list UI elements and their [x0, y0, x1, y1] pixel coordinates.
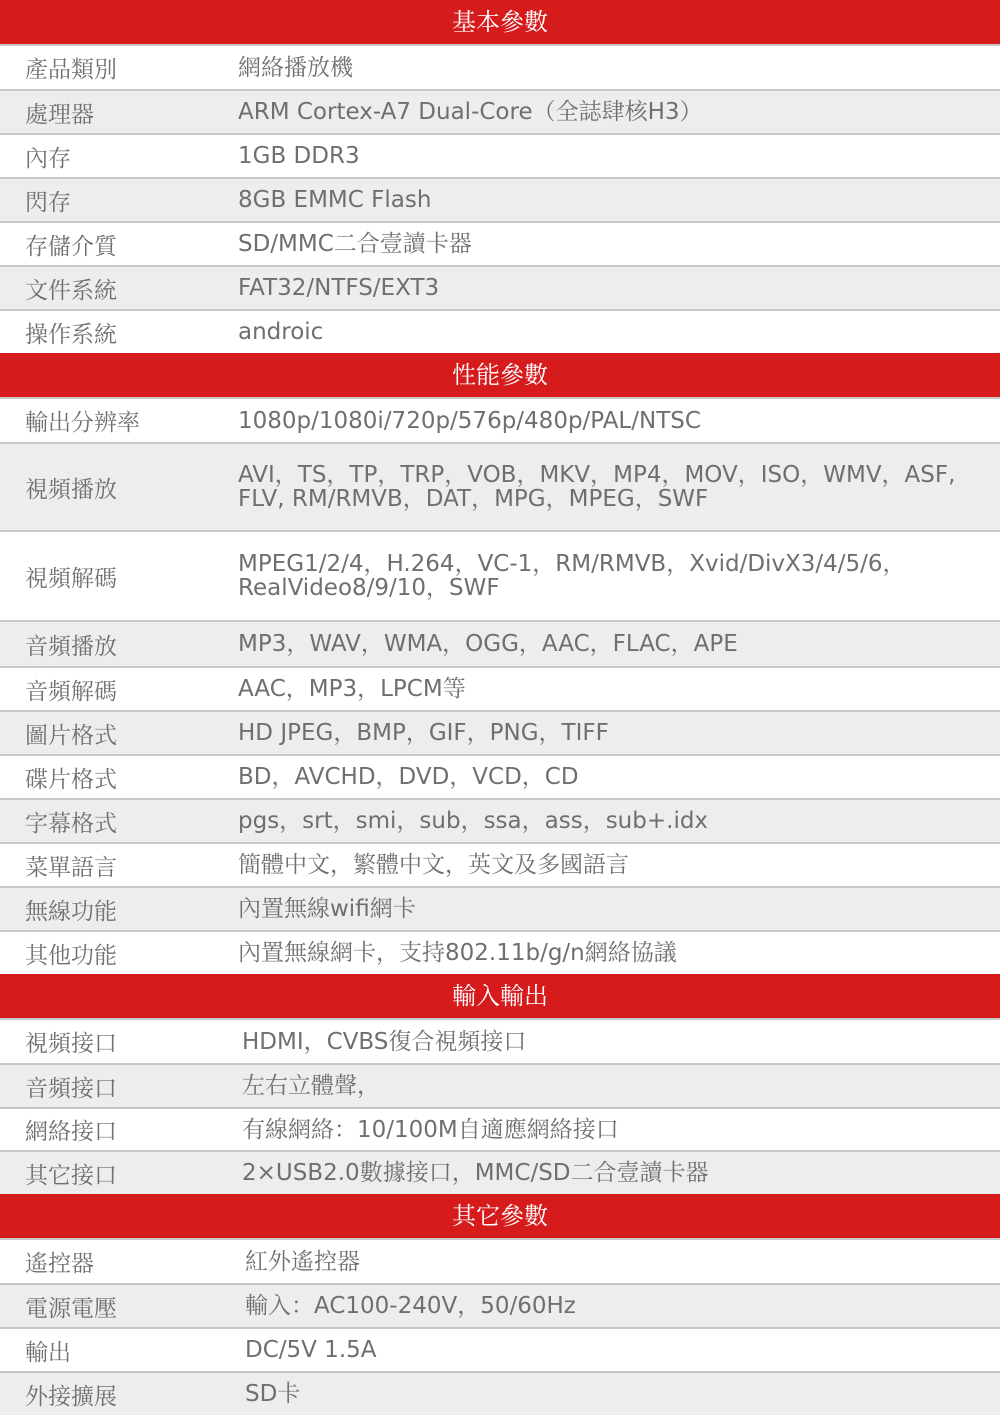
row-label: 其它接口: [25, 1162, 117, 1189]
row-value: AAC，MP3，LPCM等: [238, 676, 466, 702]
row-label: 視頻播放: [25, 476, 117, 503]
section-header-other: 其它參數: [0, 1194, 1000, 1238]
table-row: [0, 397, 1000, 442]
table-row: [0, 442, 1000, 530]
section-header-performance: 性能參數: [0, 353, 1000, 397]
row-label: 內存: [25, 145, 71, 172]
row-value: 網絡播放機: [238, 54, 353, 81]
row-label: 存儲介質: [25, 233, 117, 260]
row-value: DC/5V 1.5A: [245, 1337, 377, 1363]
row-label: 無線功能: [25, 898, 117, 925]
row-label: 視頻接口: [25, 1031, 117, 1057]
row-label: 圖片格式: [25, 722, 117, 749]
row-label: 閃存: [25, 189, 71, 216]
row-label: 菜單語言: [25, 854, 117, 881]
row-value: 內置無線網卡，支持802.11b/g/n網絡協議: [238, 940, 677, 966]
row-label: 音頻播放: [25, 633, 117, 660]
table-row: [0, 265, 1000, 309]
table-row: [0, 1327, 1000, 1371]
table-row: [0, 1283, 1000, 1327]
table-row: [0, 1238, 1000, 1283]
table-row: [0, 221, 1000, 265]
row-label: 外接擴展: [25, 1383, 117, 1410]
table-row: [0, 1018, 1000, 1063]
row-label: 音頻接口: [25, 1075, 117, 1102]
row-value: 紅外遙控器: [245, 1248, 360, 1275]
row-value: 左右立體聲，: [242, 1073, 380, 1099]
row-value: MP3，WAV，WMA，OGG，AAC，FLAC，APE: [238, 631, 738, 657]
table-row: [0, 1371, 1000, 1415]
row-label: 視頻解碼: [25, 565, 117, 592]
row-value: HDMI，CVBS復合視頻接口: [242, 1028, 527, 1055]
row-label: 字幕格式: [25, 810, 117, 837]
table-row: [0, 1107, 1000, 1150]
row-label: 操作系統: [25, 321, 117, 348]
table-row: [0, 666, 1000, 710]
row-label: 處理器: [25, 101, 94, 128]
row-value: FAT32/NTFS/EXT3: [238, 275, 440, 301]
table-row: [0, 89, 1000, 133]
row-value: 8GB EMMC Flash: [238, 187, 432, 213]
row-value: 1GB DDR3: [238, 143, 360, 169]
row-value: ARM Cortex-A7 Dual-Core（全誌肆核H3）: [238, 99, 703, 125]
row-value: SD卡: [245, 1381, 301, 1407]
row-value: androic: [238, 319, 324, 345]
row-value: 簡體中文，繁體中文，英文及多國語言: [238, 852, 629, 878]
row-label: 其他功能: [25, 942, 117, 969]
row-label: 輸出: [25, 1339, 71, 1366]
row-value: 內置無線wifi網卡: [238, 896, 416, 922]
table-row: [0, 842, 1000, 886]
table-row: [0, 798, 1000, 842]
table-row: [0, 309, 1000, 353]
row-label: 音頻解碼: [25, 678, 117, 705]
table-row: [0, 530, 1000, 620]
section-header-io: 輸入輸出: [0, 974, 1000, 1018]
table-row: [0, 710, 1000, 754]
row-label: 產品類別: [25, 57, 117, 83]
row-value: SD/MMC二合壹讀卡器: [238, 231, 472, 257]
row-label: 碟片格式: [25, 766, 117, 793]
row-label: 電源電壓: [25, 1295, 117, 1322]
table-row: [0, 886, 1000, 930]
row-value: AVI，TS，TP，TRP，VOB，MKV，MP4，MOV，ISO，WMV，ASF, FLV, RM/RMVB，DAT，MPG，MPEG，SWF: [238, 462, 956, 512]
row-label: 輸出分辨率: [25, 410, 140, 436]
row-label: 遙控器: [25, 1251, 94, 1277]
table-row: [0, 1150, 1000, 1194]
table-row: [0, 133, 1000, 177]
row-value: 1080p/1080i/720p/576p/480p/PAL/NTSC: [238, 407, 701, 434]
row-value: 有線網絡：10/100M自適應網絡接口: [242, 1116, 619, 1143]
table-row: [0, 44, 1000, 89]
table-row: [0, 930, 1000, 974]
section-header-basic: 基本參數: [0, 0, 1000, 44]
table-row: [0, 1063, 1000, 1107]
table-row: [0, 620, 1000, 666]
row-value: pgs，srt，smi，sub，ssa，ass，sub+.idx: [238, 808, 709, 834]
row-value: BD，AVCHD，DVD，VCD，CD: [238, 764, 579, 790]
row-value: 輸入：AC100-240V，50/60Hz: [245, 1293, 576, 1319]
table-row: [0, 754, 1000, 798]
row-label: 網絡接口: [25, 1119, 117, 1145]
row-value: HD JPEG，BMP，GIF，PNG，TIFF: [238, 720, 609, 746]
table-row: [0, 177, 1000, 221]
row-label: 文件系統: [25, 277, 117, 304]
row-value: 2×USB2.0數據接口，MMC/SD二合壹讀卡器: [242, 1160, 709, 1186]
row-value: MPEG1/2/4，H.264，VC-1，RM/RMVB，Xvid/DivX3/4/5/6，RealVideo8/9/10，SWF: [238, 551, 906, 601]
